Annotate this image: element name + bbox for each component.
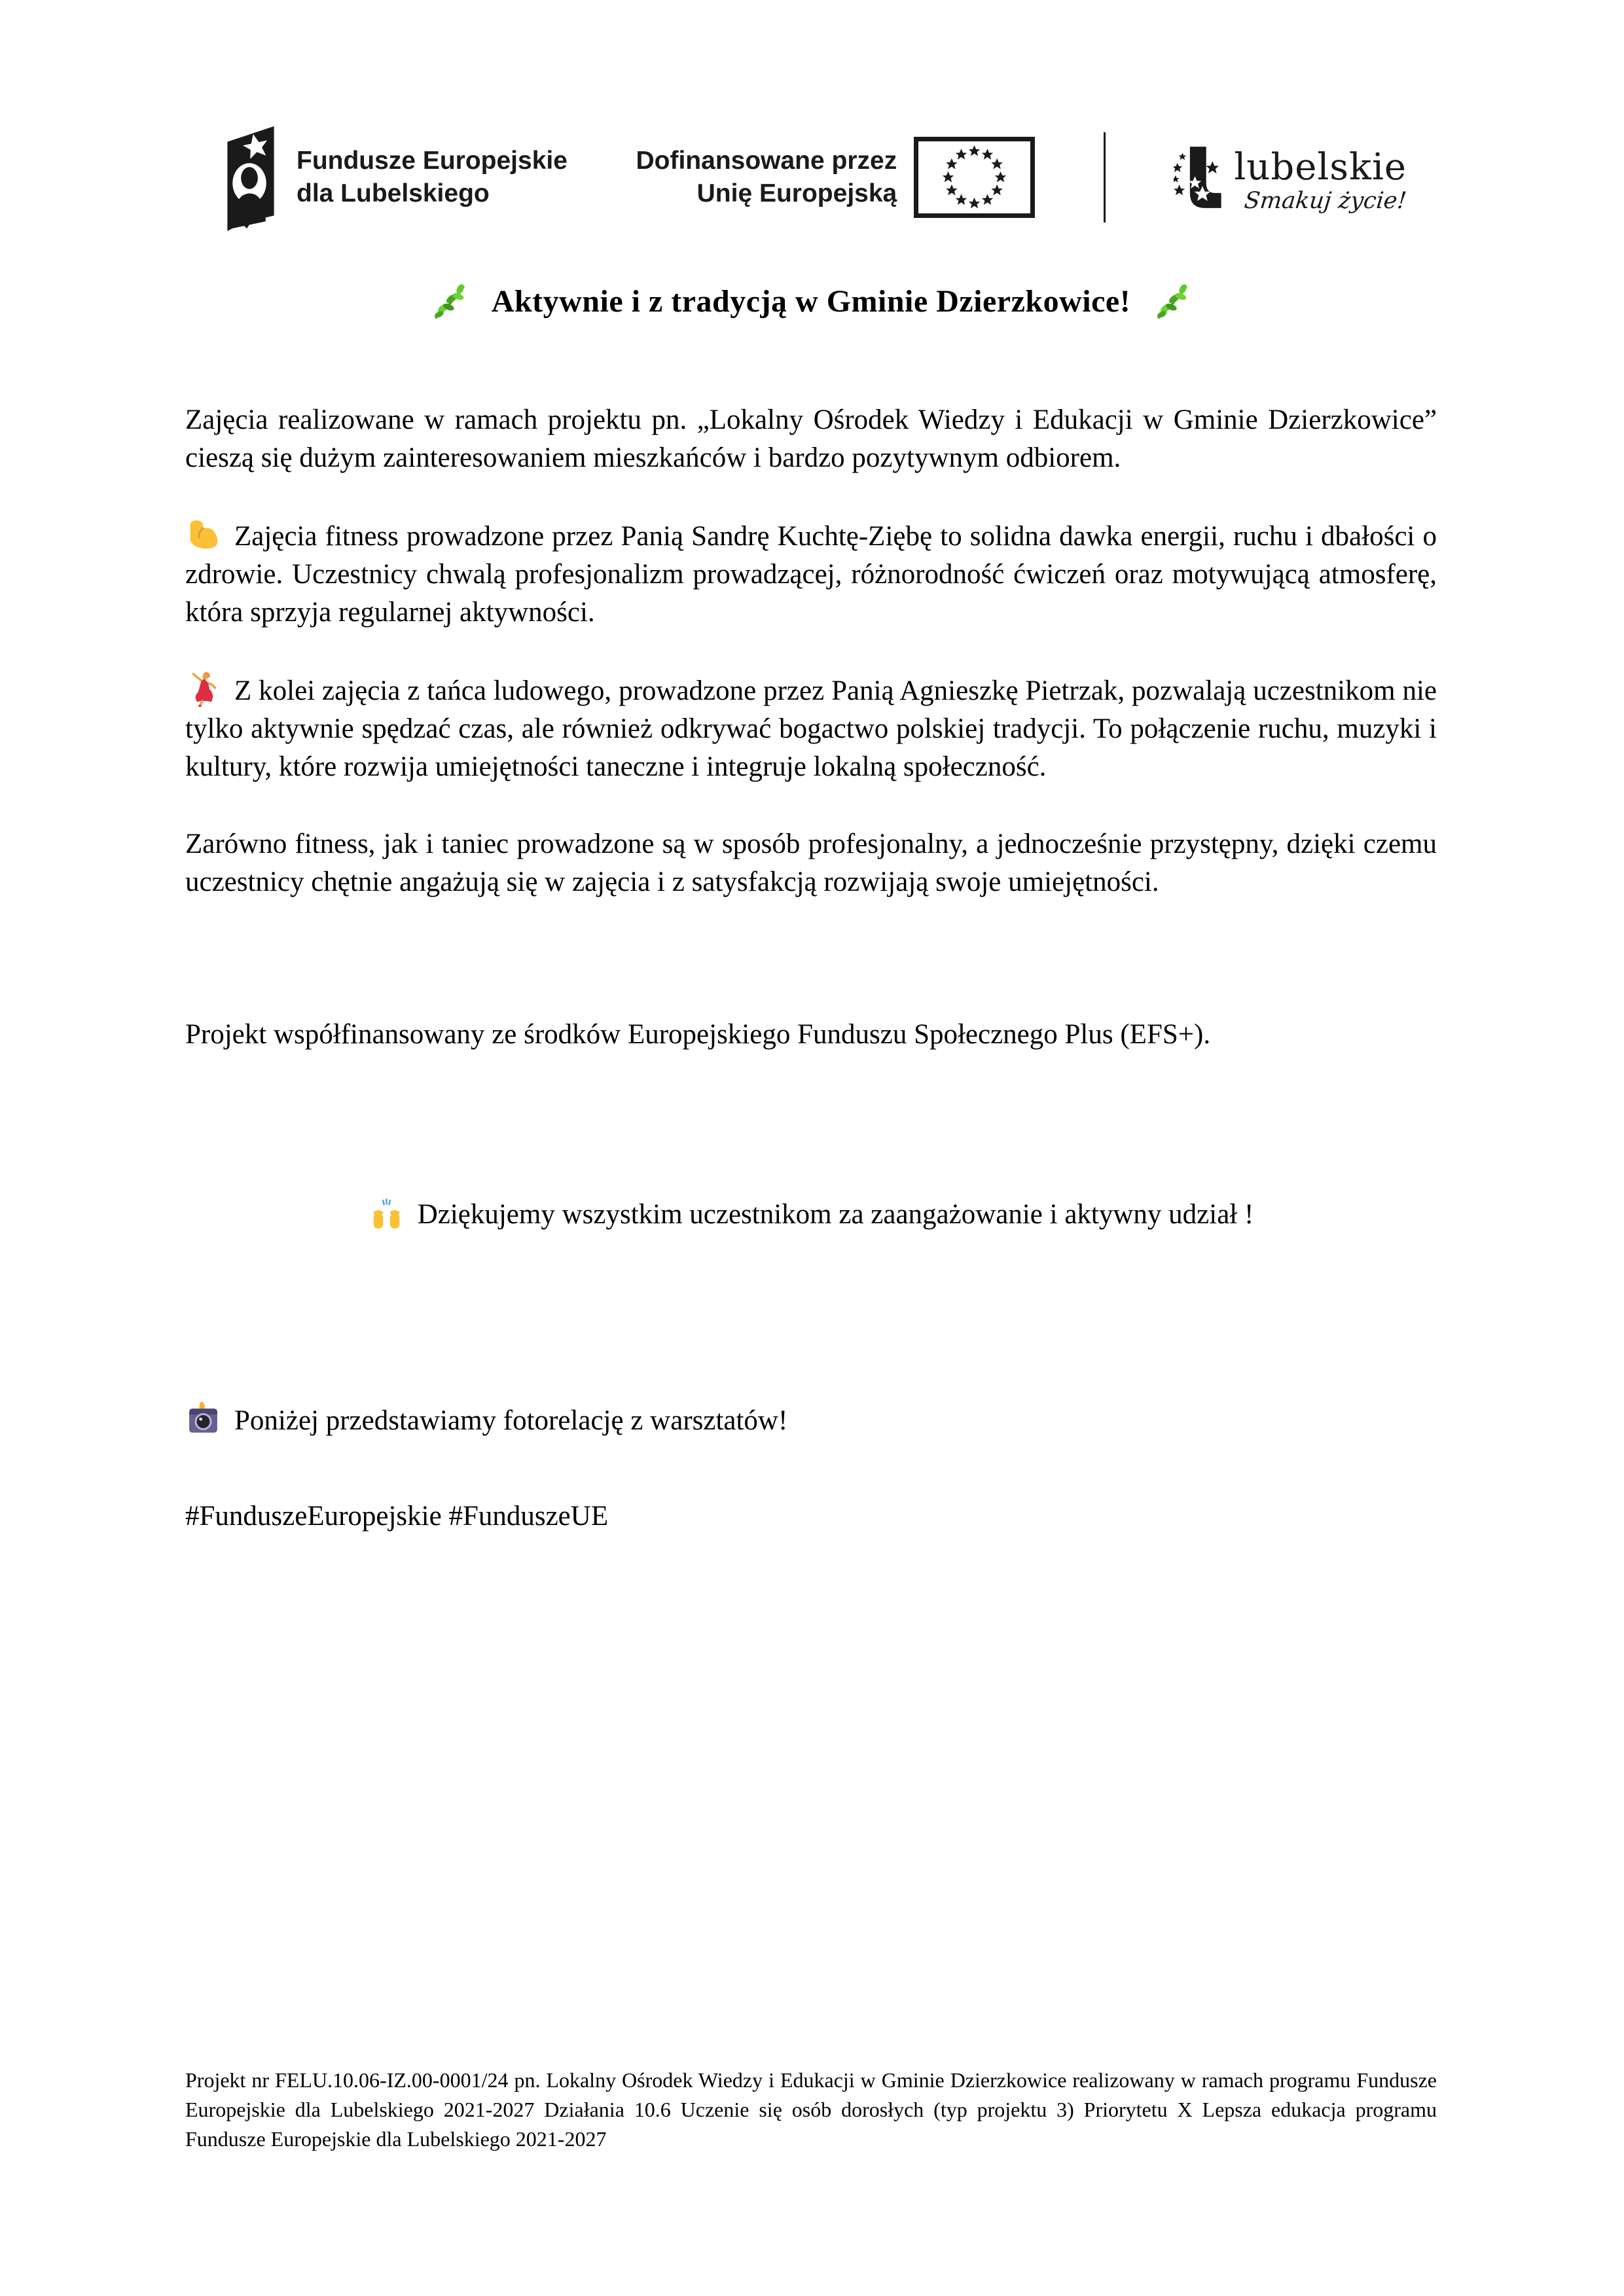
page-title bbox=[185, 278, 1437, 323]
fundusze-europejskie-logo bbox=[222, 120, 568, 235]
logo-divider bbox=[1104, 132, 1106, 223]
project-footer-text: Projekt nr FELU.10.06-IZ.00-0001/24 pn. Lokalny Ośrodek Wiedzy i Edukacji w Gminie Dzierzkowice realizowany w ramach programu Fundusze Europejskie dla Lubelskiego 2021-2027 Działania 10.6 Uczenie się osób dorosłych (typ projektu 3) Priorytetu X Lepsza edukacja programu Fundusze Europejskie dla Lubelskiego 2021-2027 bbox=[185, 2068, 1437, 2151]
cofinance-note bbox=[185, 1016, 1437, 1054]
eu-logo-line1: Dofinansowane przez bbox=[636, 146, 897, 175]
thanks-line bbox=[185, 1194, 1437, 1234]
herb-icon bbox=[431, 283, 469, 321]
paragraph-fitness bbox=[185, 516, 1437, 632]
lubelskie-logo-name: lubelskie bbox=[1234, 145, 1407, 188]
lubelskie-logo bbox=[1174, 132, 1407, 223]
eu-funding-logo bbox=[636, 137, 1036, 218]
logo-strip bbox=[185, 110, 1437, 244]
paragraph-summary bbox=[185, 825, 1437, 901]
thanks-line-text: Dziękujemy wszystkim uczestnikom za zaangażowanie i aktywny udział ! bbox=[417, 1198, 1254, 1230]
lubelskie-logo-tagline: Smakuj życie! bbox=[1243, 187, 1409, 214]
flexed-biceps-icon bbox=[185, 516, 221, 556]
cofinance-note-text: Projekt współfinansowany ze środków Europejskiego Funduszu Społecznego Plus (EFS+). bbox=[185, 1018, 1211, 1050]
fe-logo-line1: Fundusze Europejskie bbox=[297, 146, 568, 175]
camera-flash-icon bbox=[185, 1401, 221, 1440]
page-title-text: Aktywnie i z tradycją w Gminie Dzierzkowice! bbox=[491, 283, 1131, 319]
paragraph-dance bbox=[185, 671, 1437, 786]
hashtags-line bbox=[185, 1498, 1437, 1535]
hashtags-text: #FunduszeEuropejskie #FunduszeUE bbox=[185, 1500, 609, 1532]
eu-flag-icon bbox=[914, 137, 1035, 218]
paragraph-fitness-text: Zajęcia fitness prowadzone przez Panią Sandrę Kuchtę-Ziębę to solidna dawka energii, ruchu i dbałości o zdrowie. Uczestnicy chwalą profesjonalizm prowadzącej, różnorodność ćwiczeń oraz motywującą atmosferę, która sprzyja regularnej aktywności. bbox=[185, 520, 1437, 628]
lubelskie-l-icon bbox=[1174, 132, 1230, 223]
herb-icon bbox=[1153, 283, 1191, 321]
photos-line bbox=[185, 1401, 1437, 1440]
raising-hands-icon bbox=[369, 1194, 405, 1234]
fe-flag-icon bbox=[222, 120, 280, 235]
photos-line-text: Poniżej przedstawiamy fotorelację z warsztatów! bbox=[234, 1405, 788, 1436]
project-footer bbox=[185, 2066, 1437, 2154]
paragraph-summary-text: Zarówno fitness, jak i taniec prowadzone są w sposób profesjonalny, a jednocześnie przystępny, dzięki czemu uczestnicy chętnie angażują się w zajęcia i z satysfakcją rozwijają swoje umiejętności. bbox=[185, 828, 1437, 897]
paragraph-dance-text: Z kolei zajęcia z tańca ludowego, prowadzone przez Panią Agnieszkę Pietrzak, pozwalają uczestnikom nie tylko aktywnie spędzać czas, ale również odkrywać bogactwo polskiej tradycji. To połączenie ruchu, muzyki i kultury, które rozwija umiejętności taneczne i integruje lokalną społeczność. bbox=[185, 675, 1437, 782]
dancer-icon bbox=[185, 671, 221, 710]
paragraph-intro bbox=[185, 401, 1437, 477]
fe-logo-line2: dla Lubelskiego bbox=[297, 179, 490, 207]
paragraph-intro-text: Zajęcia realizowane w ramach projektu pn. „Lokalny Ośrodek Wiedzy i Edukacji w Gminie Dzierzkowice” cieszą się dużym zainteresowaniem mieszkańców i bardzo pozytywnym odbiorem. bbox=[185, 404, 1437, 473]
eu-logo-line2: Unię Europejską bbox=[696, 179, 897, 207]
